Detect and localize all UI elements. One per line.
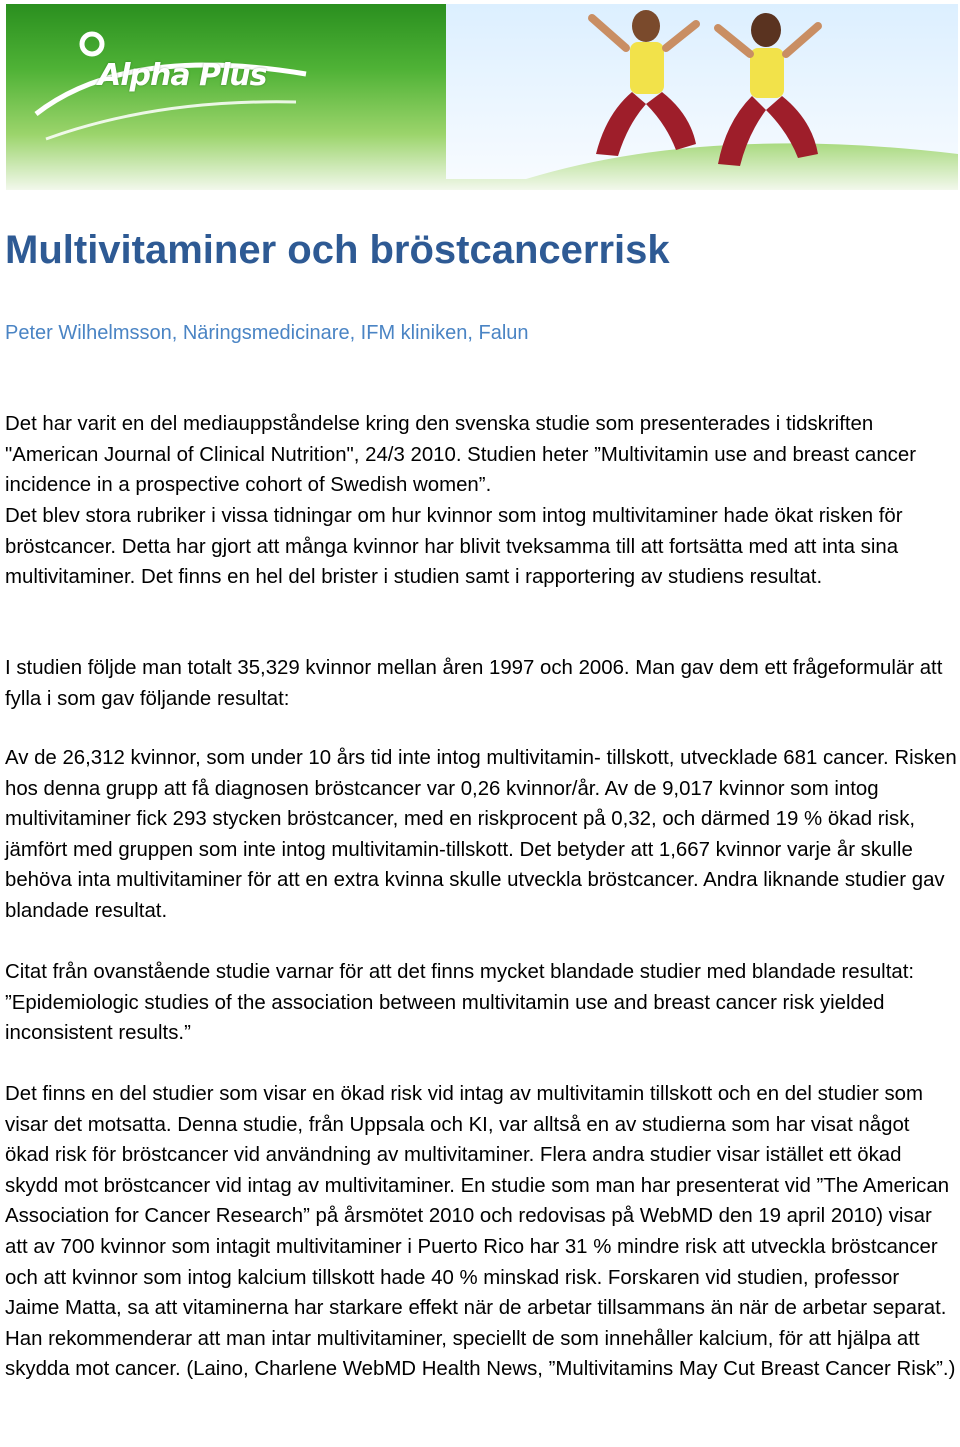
- paragraph-headlines: Det blev stora rubriker i vissa tidningar om hur kvinnor som intog multivitaminer hade ökat risken för bröstcancer. Detta har gjort att många kvinnor har blivit tveksamma till att fortsätta med att inta sina multivitaminer. Det finns en hel del brister i studien samt i rapportering av studiens resultat.: [5, 505, 903, 589]
- paragraph-results: Av de 26,312 kvinnor, som under 10 års tid inte intog multivitamin- tillskott, utvecklade 681 cancer. Risken hos denna grupp att få diagnosen bröstcancer var 0,26 kvinnor/år. Av de 9,017 kvinnor som intog multivitaminer fick 293 stycken bröstcancer, med en riskprocent på 0,32, och därmed 19 % ökad risk, jämfört med gruppen som inte intog multivitamin-tillskott. Det betyder att 1,667 kvinnor varje år skulle behöva inta multivitaminer för att en extra kvinna skulle utveckla bröstcancer. Andra liknande studier gav blandade resultat.: [5, 747, 957, 922]
- header-banner: [6, 4, 958, 190]
- banner-artwork: [6, 4, 958, 190]
- article-title: Multivitaminer och bröstcancerrisk: [5, 228, 670, 272]
- sky-area: [446, 4, 958, 179]
- paragraph-intro: Det har varit en del mediauppståndelse kring den svenska studie som presenterades i tidskriften "American Journal of Clinical Nutrition", 24/3 2010. Studien heter ”Multivitamin use and breast cancer incidence in a prospective cohort of Swedish women”.: [5, 413, 916, 497]
- paragraph-other-studies: Det finns en del studier som visar en ökad risk vid intag av multivitamin tillskott och en del studier som visar det motsatta. Denna studie, från Uppsala och KI, var alltså en av studierna som har visat något ökad risk för bröstcancer vid användning av multivitaminer. Flera andra studier visar istället ett ökad skydd mot bröstcancer vid intag av multivitaminer. En studie som man har presenterat vid ”The American Association for Cancer Research” på årsmötet 2010 och redovisas på WebMD den 19 april 2010) visar att av 700 kvinnor som intagit multivitaminer i Puerto Rico har 31 % mindre risk att utveckla bröstcancer och att kvinnor som intog kalcium tillskott hade 40 % minskad risk. Forskaren vid studien, professor Jaime Matta, sa att vitaminerna har starkare effekt när de arbetar tillsammans än när de arbetar separat. Han rekommenderar att man intar multivitaminer, speciellt de som innehåller kalcium, för att hjälpa att skydda mot cancer. (Laino, Charlene WebMD Health News, ”Multivitamins May Cut Breast Cancer Risk”.): [5, 1083, 956, 1381]
- logo-text: Alpha Plus: [98, 58, 267, 93]
- paragraph-quote: Citat från ovanstående studie varnar för att det finns mycket blandade studier med blandade resultat: ”Epidemiologic studies of the association between multivitamin use and breast cancer risk yielded inconsistent results.”: [5, 961, 915, 1045]
- paragraph-study: I studien följde man totalt 35,329 kvinnor mellan åren 1997 och 2006. Man gav dem ett frågeformulär att fylla i som gav följande resultat:: [5, 657, 943, 710]
- article-author: Peter Wilhelmsson, Näringsmedicinare, IFM kliniken, Falun: [5, 322, 529, 344]
